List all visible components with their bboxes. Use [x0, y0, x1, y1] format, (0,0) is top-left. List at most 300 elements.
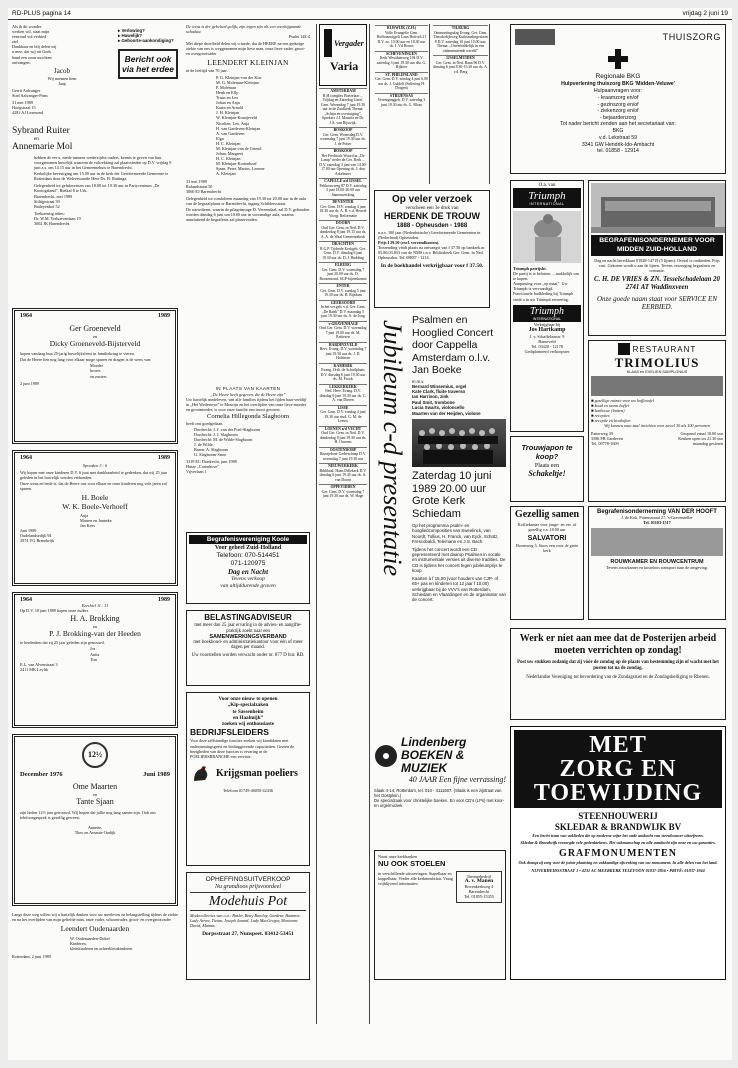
family-member: Johan en Anja — [216, 100, 240, 106]
restaurant-header — [591, 343, 723, 355]
company-address: NIJVERHEIDSSTRAAT 1 • 4231 AC MEERKERK TELEFOON 01837-2856 • PRIVÉ: 01837-1944 — [531, 868, 705, 874]
meeting-place: LISSE — [319, 405, 367, 411]
signature-line: Moeder — [90, 363, 104, 369]
thanks-signatures — [12, 936, 178, 951]
meeting-place: DOORN — [319, 220, 367, 226]
family-member: Sjaan, Peter, Marius, Leonne — [216, 166, 265, 172]
meeting-details: Kerk Westduinweg 194 D.V. zaterdag 3 juni 19.30 uur dhr. G. Rijkeer — [376, 56, 427, 69]
text-line: J. v. Schaffelaarstr. 9 — [529, 333, 565, 339]
address-line: 3002 JK Barendrecht — [34, 221, 70, 227]
steenhouwerij-ad — [510, 726, 726, 980]
krijgsman-logo-row — [190, 763, 306, 785]
koole-tagline: Tevens verkoop — [231, 576, 265, 582]
artist-line: Paul Smit, trombone — [412, 399, 455, 405]
header-rule — [8, 19, 732, 20]
jubilee-dates — [20, 771, 170, 779]
triumph-ad — [510, 180, 584, 432]
concert-date: Zaterdag 10 juni 1989 20.00 uur — [412, 470, 492, 495]
badge-line: Barendrecht — [468, 889, 490, 895]
triumph-logo — [513, 188, 581, 208]
husband-name: Ger Groeneveld — [69, 324, 121, 334]
year-start: 1964 — [20, 455, 32, 461]
jubilee-signatures — [20, 646, 170, 661]
brand-logo: Modehuis Pot — [190, 892, 306, 911]
restaurant-ad — [588, 340, 726, 502]
lingerie-photo-graphic — [513, 211, 583, 263]
groom-name: Sybrand Ruiter — [12, 126, 70, 136]
meeting-place: 's-GRAVENHAGE — [319, 321, 367, 327]
krijgsman-intro — [190, 696, 306, 727]
thanks-line: heeft ons goedgedaan. — [186, 421, 224, 427]
family-member: P. G. Kleinjan-van der Kist — [216, 74, 262, 80]
vergader-varia-logo — [319, 24, 367, 86]
wife-name: P. J. Brokking-van der Heeden — [49, 629, 141, 639]
org-name: BKG — [612, 128, 624, 135]
meeting-details: Oud Ger. Gem. in Ned. D.V. donderdag 8 juni 19.30 uur ds. H. Ouwens — [319, 431, 367, 444]
husband-name: Ome Maarten — [72, 782, 118, 791]
page-header-right: vrijdag 2 juni 19 — [682, 10, 728, 17]
book-price: Prijs f 29.50 (excl. verzendkosten). — [378, 240, 440, 246]
thuiszorg-header — [515, 29, 721, 45]
obituary-text: Met diepe droefheid delen wij u mede, dat de HEERE na een gedurige ziekte van ons is weggenomen mijn lieve man, onze lieve vader, groot- en overgrootvader — [186, 41, 306, 57]
husband-name: H. Boele — [81, 492, 109, 502]
address-line: Stiltijpstraat 39 — [34, 198, 60, 204]
and-word: en — [93, 792, 97, 797]
place-line: 2974 VG Brandwijk — [20, 538, 55, 544]
check-list — [118, 28, 178, 43]
meeting-place: DRACHTEN — [319, 241, 367, 247]
restaurant-name: TRIMOLIUS — [614, 355, 700, 370]
logo-bar — [324, 29, 332, 57]
husband-name: H. A. Brokking — [70, 614, 120, 624]
meeting-list-3 — [432, 24, 490, 184]
list-item — [319, 484, 367, 499]
intro-line: zoeken wij enthousiaste — [221, 721, 275, 728]
meeting-place: ENTER — [319, 283, 367, 289]
thanks-oudenaarden — [12, 912, 178, 1008]
restaurant-footer — [591, 431, 723, 446]
meeting-details: Herv. Evang. D.V. woensdag 7 juni 19.30 uur ds. J. D. Hoffman — [319, 347, 367, 360]
ad-lead: Hulpaanvragen voor: — [593, 88, 643, 94]
date-line: 31 mei 1989 — [186, 178, 207, 184]
badge-line: Timmerbedrijf — [466, 874, 492, 880]
meeting-place: ELBURG — [319, 262, 367, 268]
meeting-place: CAPELLE a/d IJSSEL — [319, 178, 367, 184]
ad-text: Tevens rouwkamer en kosteloos transport naar de omgeving. — [606, 565, 708, 571]
gezellig-samen-ad — [510, 506, 584, 620]
birth-date: 31 mei 1989 — [12, 100, 33, 106]
restaurant-capacity: Wij kunnen onze zaal inrichten voor zowel 30 als 100 personen — [604, 423, 710, 429]
family-member: Nicolien, Leo, Anja — [216, 120, 250, 126]
place-line: Juni 1989 — [20, 527, 37, 533]
intro-line: werken wil, staat mijn — [12, 29, 50, 35]
ad-title: Begrafenisonderneming VAN DER HOOFT — [597, 509, 717, 515]
list-item — [319, 463, 367, 482]
text-line: Triumph patrijsbt. — [513, 266, 547, 271]
shop-address: Dorpsstraat 27, Nunspeet. 03412-53451 — [202, 931, 294, 938]
meeting-place: IJSSELMUIDEN — [433, 55, 488, 61]
check-icon: ▸ — [118, 38, 122, 44]
family-member: Dordrecht: M. de Wilde-Slagboom — [194, 436, 253, 442]
list-item — [319, 241, 367, 260]
baby-note: Wij noemen hem — [47, 75, 77, 81]
check-icon: ▸ — [118, 33, 122, 39]
jubilee-wish: Dat de Heere hen nog lang voor elkaar moge sparen en dragen is de wens van: — [20, 357, 152, 363]
ad-title: Werk er niet aan mee dat de Posterijen arbeid moeten verrichten op zondag! — [519, 633, 717, 656]
venue-address: Hoornweg 3, Stoos een voor de grote kerk — [515, 543, 579, 554]
address-line: Toekomstig adres: — [34, 211, 65, 217]
thanks-date: Rotterdam, 2 juni 1989 — [12, 954, 51, 960]
jubileum-concert — [412, 314, 506, 732]
text-line: De partij is te belasten ... makkelijk om te kopen. — [513, 271, 579, 282]
family-member: Elga — [216, 135, 224, 141]
ad-text: met boekhoud- en administratiekantoor voor één of meer dagen per maand. — [193, 639, 303, 651]
ad-highlight: GRAFMONUMENTEN — [559, 848, 677, 860]
meeting-details: Ontmoetingsdag Evang. Ger. Gem. Theodorlijkweg Kuiksmelingeslaan 8 D.V. zaterdag 10 juni 10.00 uur. Thema: „Onverbiddelijk in een onbeminnende wereld” — [433, 30, 488, 53]
family-member: G. Slagboom-Snoo — [194, 452, 227, 458]
meeting-details: Het Preditoch Woord in „De Lamp” neder de Ger. Kerk ... D.V. zaterdag 3 juni van 14.00-17.00 uur Opening ds. J. den Arkelmeer — [319, 153, 367, 176]
child-name: Marten en Janneke — [80, 517, 112, 523]
meeting-details: Ger. Gem. D.V. zondag 5 juni 19.30 uur ds. B. Rijsdam — [320, 288, 366, 297]
brand-name: Triumph — [530, 305, 564, 317]
list-item — [319, 426, 367, 445]
meeting-list — [432, 24, 489, 77]
ad-text: Een hecht team van vaklieden die op moderne wijze het oude ambacht van steenhouwer uitoefenen. — [532, 833, 704, 838]
family-member: A. van Gardeven — [216, 130, 245, 136]
book-description: n.a.v. 100 jaar (Nederduitsche) Gereformeerde Gemeenten in (Nederland) Opheusden. — [378, 230, 481, 241]
marriage-addresses — [12, 194, 178, 227]
artist-list — [412, 384, 506, 416]
ad-text: Post uw stukken zodanig dat zij vóór de zondag op de plaats van bestemming zijn of wacht met het posten tot na de zondag. — [517, 660, 719, 671]
meeting-place: BOSKOOP — [319, 127, 367, 133]
venue-name: SALVATORI — [527, 535, 567, 543]
steenhouwerij-banner — [514, 730, 722, 808]
marriage-text: hebben de eer u, mede namens wederzijdse ouders, kennis te geven van hun voorgenomen huwelijk waarvan de voltrekking zal plaatsvinden op D.V. vrijdag 9 juni a.s. om 14.15 uur in het Gemeentehuis te Barendrecht. — [34, 155, 172, 171]
intro-line: te Sassenheim — [232, 708, 264, 715]
signature-line: Theo en Arnaute Oudijk — [74, 830, 116, 836]
quote-text: „De Heere heeft gegeven, die de Heere zijn” — [210, 392, 286, 398]
meeting-details: Ned. Herv. Evang. D.V. dinsdag 6 juni 19.30 uur ds. C. A. van Dieren — [319, 389, 367, 402]
jubilee-years — [20, 314, 170, 319]
intro-line: ontvangen: — [12, 59, 31, 65]
shop-text: In de boekhandel verkrijgbaar voor f 37.50. — [380, 262, 484, 269]
service-item: - kraamzorg en/of — [597, 95, 639, 101]
vergader-varia-column — [316, 24, 370, 1024]
list-item — [319, 321, 367, 340]
ad-subtitle: J. de Kok, Prunusstraat 27, 's-Gravenzeller — [621, 515, 693, 520]
intro-line: hand een zoon mochten — [12, 54, 52, 60]
meeting-place: RIJSWIJK (Z.H.) — [375, 25, 428, 31]
service-item: - gezinszorg en/of — [597, 101, 639, 108]
reception-text: Gelegenheid tot gelukwensen van 18.00 tot 19.30 uur in Partycentrum „De Kooiogaland”, Rietkal 8 te Urk. — [34, 182, 160, 193]
trouwjapon-ad — [510, 436, 584, 502]
meeting-list-2 — [374, 24, 430, 184]
family-member: H. C. Kleinjan — [216, 156, 241, 162]
jubilee-wish: te herdenken dat zij 25 jaar geleden zijn getrouwd. — [20, 640, 105, 646]
bericht-box: Bericht ook via het erdee — [118, 49, 178, 79]
service-item: - bejaardenzorg — [599, 114, 637, 121]
meeting-place: DEVENTER — [319, 199, 367, 205]
intro-line: Voor onze nieuw te openen — [218, 696, 278, 702]
family-member: Johan, Margreet — [216, 151, 244, 157]
and-word: en — [93, 624, 97, 630]
thanks-text: Langs deze weg willen wij u hartelijk danken voor uw meeleven en belangstelling tijdens de ziekte en na het overlijden van mijn geliefde man, onze vader, schoonvader, groot- en overgrootvader — [12, 912, 178, 923]
intro-line: Dankbaar en blij delen wij — [12, 44, 57, 50]
lindenberg-logo-row — [374, 736, 506, 775]
year-end: 1989 — [158, 597, 170, 603]
meeting-place: HARDINXVELD — [319, 342, 367, 348]
thanks-slagboom — [186, 386, 310, 528]
bericht-ad — [118, 28, 178, 126]
rouwkamer-label: ROUWKAMER EN ROUWCENTRUM — [610, 559, 704, 566]
year-end: 1989 — [158, 313, 170, 319]
thuiszorg-ad — [510, 24, 726, 174]
meeting-details: Ger. Gem. in Ned. Baan 96 D.V. dinsdag 6 juni 8.30-15.30 uur ds. A. v.d. Berg — [433, 60, 488, 74]
company-name-2: SKLEDAR & BRANDWIJK BV — [554, 822, 682, 832]
banner-line: MET — [589, 732, 647, 758]
intro-line: Als ik dit wonder — [12, 24, 42, 29]
intro-line: ziel — [12, 39, 19, 45]
company-address: C. H. DE VRIES & ZN. Tesselschadelaan 20 2741 AT Waddinxveen — [594, 276, 720, 292]
meeting-details: Ger. Gem. Woensdag D.V. woensdag 7 juni 19.30 uur ds. J. de Potter — [320, 132, 366, 146]
meeting-place: ST. PHILIPSLAND — [375, 72, 428, 78]
ad-title: Op veler verzoek — [391, 194, 473, 205]
ad-text: Tot nader bericht zenden aan het secretariaat van: — [560, 121, 676, 128]
family-member: Karin en Arnold — [216, 105, 244, 111]
list-item — [319, 384, 367, 403]
meeting-place: LEKKERKERK — [319, 384, 367, 390]
meeting-place: NIEUWERKERK — [319, 463, 367, 469]
funeral-text: De rouwdienst, waarin de pilagrimsage D. Vereendaal, zal D.V. gehouden worden dinsdag 6 juni om 10.00 uur in voormalige aula, waarna aansluitend de begrafenis zal plaatsvinden. — [186, 207, 310, 223]
jubilee-text: hopen vandaag hun 25-jarig huwelijksfeest in familiekring te vieren. — [20, 351, 135, 357]
family-member: Dordrecht: J. J. van der Poel-Slagboom — [194, 426, 260, 432]
meeting-details: Volle Evangelie Gem. Hofbrauwijgelt Laan Hofroth 21 D.V. zo. 10.00 uur en 18.30 uur ds. J. Vd Hoorn — [376, 30, 427, 48]
brand-sub: INTERNATIONAL — [532, 316, 562, 321]
list-item — [319, 199, 367, 218]
jubilee-brokking — [12, 592, 178, 728]
date-start: December 1976 — [20, 771, 63, 778]
bride-name: Annemarie Mol — [12, 142, 73, 153]
koole-tagline: van altijddurende graven — [220, 582, 276, 589]
job-title: BEDRIJFSLEIDERS — [190, 727, 269, 738]
cd-disc-icon — [374, 744, 398, 768]
birth-city: 4281 AJ Lexmond — [12, 110, 43, 116]
banner-line: ZORG EN — [559, 756, 677, 782]
page-header-left: RD-PLUS pagina 14 — [12, 10, 71, 17]
quote-reference: Psalm 144:4 — [288, 34, 310, 40]
concert-program: Op het programma psalm- en hoogliedcomposities van Sweelinck, van Noordt, Tollius, H. Franck, van Eyck, Schütz, Frescobaldi, Telemann en J.S. Bach. — [412, 523, 499, 545]
shop-address: Slaak 4-14, Rotterdam, tel. 010 - 4111607. (Slaak is een zijstraat van het Oostplein.) — [374, 788, 502, 799]
shop-specialty: De specialzaak voor christelijke boeken. En voor CD's (LPs) met koor- en orgelmuziek. — [374, 798, 505, 809]
artist-line: Ian Harrison, zink — [412, 394, 449, 400]
meeting-details: Evang. Orth. de Schuilplaats D.V. dinsdag 6 juni 19.30 uur ds. M. Frook — [320, 368, 366, 381]
family-member: J. H. Kleinjan — [216, 110, 240, 116]
triumph-logo-2 — [513, 305, 581, 322]
lingerie-photo — [513, 211, 581, 263]
meeting-details: R.H.complex Boezelaar ... Vrijdag en Zaterdag Geref. Gem. Woensdag 7 juni 19.30 uur in de Zuidkerk Thema: „Schijn en overtuiging”. Sprekers J.J. Mauritz en Dr. J.A. van Rijswijk. — [320, 93, 366, 125]
ad-text: Skledar & Brandwijk verzorgde vele gedenktekens. Het vakmanschap en alle aandacht zijn onze en uw garanties. — [520, 840, 716, 846]
bible-reference: Ezechiel 11 : 11 — [81, 603, 109, 609]
concert-tickets: Kaarten à f 15,00 (voor houders van CJP- of 65+ pas en kinderen tot 12 jaar f 10,00) verkrijgbaar bij de VVV's van Rotterdam, Schiedam en Vlaardingen en de organisator van de concert: — [412, 575, 506, 603]
restaurant-hours — [678, 431, 723, 446]
family-member: Henk en Elly — [216, 89, 239, 95]
artist-line: Maarten van der Heijden, violone — [412, 410, 481, 416]
list-item — [319, 300, 367, 319]
child-name: Anja — [80, 512, 89, 518]
krijgsman-ad — [186, 692, 310, 866]
list-label: recepties — [594, 413, 610, 419]
ad-title: BEGRAFENISONDERNEMER VOOR MIDDEN ZUID-HOLLAND — [591, 235, 723, 256]
family-list — [186, 427, 310, 458]
meeting-list — [317, 86, 369, 503]
baby-nickname: Jaap — [58, 80, 66, 86]
list-item — [319, 262, 367, 281]
text-line: Functionele badkleding bij Triumph vindt u in uw Triumph ervoering. — [513, 291, 574, 302]
jubilee-date: 2 juni 1989 — [20, 380, 40, 386]
book-years: 1888 - Opheusden - 1988 — [396, 223, 468, 229]
address-line: 3341 GW Hendrik-Ido-Ambacht — [581, 141, 655, 148]
kerkstoelen-ad — [374, 850, 506, 980]
concert-venue: Grote Kerk Schiedam — [412, 495, 466, 520]
list-item — [319, 283, 367, 298]
ad-text: Plaats een — [534, 463, 560, 469]
list-item — [319, 342, 367, 361]
baby-name: Jacob — [54, 66, 70, 75]
meeting-place: OOSTENDORP — [319, 447, 367, 453]
company-phone: Tel. 01103-1517 — [643, 520, 671, 526]
address-line: E.L. van Alvenstraat 3 — [20, 661, 58, 667]
list-item — [375, 25, 428, 49]
vanderhooft-ad — [588, 506, 726, 620]
square-icon — [618, 343, 630, 355]
check-icon: ▸ — [118, 28, 122, 33]
meeting-details: Biblikaal. Haan Dillekerk D.V. dinsdag 6 juni 19.45 uur ds. A. van Doorn — [319, 468, 367, 482]
jubilee-wish: Onze wens en bede is, dat de Heere ons voor elkaar en onze kinderen nog vele jaren zal sparen. — [20, 481, 167, 492]
list-item — [433, 25, 488, 53]
deceased-age: in de leeftijd van 76 jaar. — [186, 67, 228, 73]
artist-line: Kate Clark, fluite traverso — [412, 389, 466, 394]
obituary-kleinjan — [186, 24, 310, 380]
company-name: STEENHOUWERIJ — [578, 811, 658, 821]
list-item — [319, 220, 367, 239]
triumph-text — [513, 266, 581, 302]
jubilee-text: Wij hopen met onze kinderen D.V. 6 juni met dankbaarheid te gedenken, dat wij 25 jaar geleden in het huwelijk werden verbonden. — [20, 470, 167, 481]
check-label: Verlowing? — [121, 28, 145, 33]
wife-name: Dicky Groeneveld-Bijsterveld — [49, 339, 141, 349]
modehuis-pot-ad — [186, 872, 310, 980]
herdenk-de-trouw-ad — [374, 190, 490, 308]
text-line: Verkrijgbaar bij — [533, 321, 561, 327]
children-list — [20, 513, 170, 528]
family-member: M. G. Molenaar-Kleinjan — [216, 79, 259, 85]
address-line: Rolandstraat 50 — [186, 183, 213, 189]
meeting-place: SCHEVENINGEN — [375, 51, 428, 57]
family-member: M. Kleinjan-van de Griend — [216, 145, 262, 151]
bullet-icon: ■ — [591, 398, 595, 403]
logo-word: Vergader — [334, 39, 364, 48]
family-member: J. de Wilde — [194, 441, 213, 447]
meeting-details: Ger. Gem. D.V. woensdag 7 juni 20.00 uur ds. D. Roozemond. SGP-bijeenkomst — [319, 267, 367, 281]
address-line: Baileyenhof 52 — [34, 203, 60, 209]
list-item — [319, 148, 367, 176]
intro-line: eenvoud vol verbied — [12, 34, 47, 40]
address-line: 3586 PB Gardeven — [591, 435, 623, 441]
family-member: Dordrecht: J. J. Slagboom — [194, 431, 238, 437]
restaurant-list — [591, 398, 723, 423]
meeting-place: KAMERIK — [319, 363, 367, 369]
place-line: Oudelandsedijk 94 — [20, 532, 52, 538]
list-item — [319, 88, 367, 125]
deceased-name: LEENDERT KLEINJAN — [207, 57, 289, 67]
meeting-details: Vereniginggeb. D.V. zaterdag 3 juni 19.30 uur ds. G. Blom — [377, 98, 426, 107]
ad-title: THUISZORG — [662, 31, 721, 42]
jubileum-title: Jubileum c-d presentatie — [378, 320, 407, 577]
choir-photo-graphic — [412, 419, 506, 467]
thanks-text: Uw hartelijk medeleven, van alle families tijdens het lijden haar verblijf in „Het Wedesteyn” te Mourijn en het overlijden van onze lieve moeder en grootmoeder, is voor onze familie een troost geweest. — [186, 397, 307, 413]
concert-title: Psalmen en Hooglied Concert door Cappella Amsterdam o.l.v. Jan Boeke — [412, 314, 494, 376]
stockist-name: Jos Hartkamp — [528, 326, 566, 333]
list-item — [375, 51, 428, 70]
koole-day-night: Dag en Nacht — [227, 568, 269, 576]
jubilee-text: Op D.V. 10 juni 1989 hopen onze ouders — [20, 608, 89, 614]
address-line: 2411 MK Leylik — [20, 666, 48, 672]
building-photo-graphic — [591, 183, 725, 233]
wife-name: Tante Sjaan — [76, 797, 114, 807]
list-label: koud en warm buffet — [594, 403, 629, 409]
koole-phone-2: 071-120975 — [230, 560, 266, 567]
wife-name: W. K. Boele-Verhoeff — [62, 501, 128, 511]
choir-photo — [412, 419, 506, 467]
meeting-place: GEERSOORD — [319, 300, 367, 306]
child-name: Jan Kees — [80, 522, 95, 528]
anniversary-badge: 12½ — [82, 742, 108, 768]
list-item — [319, 178, 367, 197]
jubilee-boele — [12, 450, 178, 586]
family-member: M. Kleinjan-Kortenhoef — [216, 161, 257, 167]
condolence-text: Gelegenheid tot condoleren maandag van 19.30 tot 20.00 uur in de aula van de begraafplaats te Barendrecht, ingang Schildersstraat. — [186, 195, 306, 206]
ad-intro: Naast onze kerkbanken — [378, 854, 418, 859]
meeting-details: Ger. Gem. D.V. woensdag 7 juni 19.30 uur ds. W. Hage — [321, 489, 365, 498]
text-line: Gediplomeerd verkoopster — [524, 349, 570, 355]
rooster-icon — [190, 763, 212, 785]
ad-subtitle: Regionale BKG — [595, 73, 641, 80]
jubilee-signatures — [20, 363, 170, 378]
badge-line: A. v. Manen — [464, 878, 494, 885]
family-member: H. van Gardeven-Kleinjan — [216, 125, 261, 131]
address-line: Huize „Corenhove” — [186, 464, 220, 470]
job-description: Voor deze zelfstandige functies zoeken wij kandidaten met ondernemingsgeest en leidinggevende capaciteiten. Gezien de bezigheden van deze functies is ervaring in de POELIERSBRANCHE een vereiste. — [190, 738, 294, 759]
ad-text: met meer dan 25 jaar ervaring in de advies- en aangifte-praktijk zoekt naar een — [194, 623, 302, 634]
meeting-details: Baartjeboer Gedreschaap D.V. woensdag 7 juni 19.30 uur — [319, 452, 367, 461]
family-list — [186, 75, 310, 177]
koole-ad — [186, 532, 310, 604]
text-line: Barneveld — [538, 338, 556, 344]
ad-tagline: Hulpverlening thuiszorg BKG 'Midden-Veluwe' — [561, 81, 675, 87]
jubilee-text: zijn heden 12½ jaar getrouwd. Wij hopen dat jullie nog lang samen zijn. Ook ons telefoongesprek is gezellig geweest. — [20, 810, 156, 821]
ad-text: Ook draagt zij zorg voor de juiste plaatsing en vakkundige afwerking van uw monument. In alle delen van het land. — [518, 860, 718, 866]
ad-text: in verschillende uitvoeringen. Stapelbaar en koppelbaar. Verder alle kerkmeubilair. Vraag vrijblijvend informaties. — [378, 871, 453, 887]
brand-sub: INTERNATIONAL — [529, 202, 565, 206]
address-line: Dr. W.M. Verhoevenlaan 19 — [34, 216, 81, 222]
meeting-details: Peltkouwweg 87 D.V. zaterdag 3 juni 18.00-20.00 uur Samenwerking — [319, 183, 367, 197]
church-text: Kerkelijke bevestiging om 15.00 uur in de kerk der Gereformeerde Gemeente te Rotterdam door de Weleerwaarde Heer Ds. B. Rattinga. — [34, 171, 169, 182]
shop-slogan: 40 JAAR Een fijne verrassing! — [408, 775, 506, 784]
signature-line: Tim — [90, 656, 97, 662]
restaurant-address — [591, 431, 623, 446]
and-word: en — [93, 334, 97, 340]
ad-title: Trouwjapon te koop? — [521, 443, 573, 461]
ad-reply: Uw voorstellen worden verwacht onder nr. 877 D bur. RD. — [191, 653, 305, 659]
